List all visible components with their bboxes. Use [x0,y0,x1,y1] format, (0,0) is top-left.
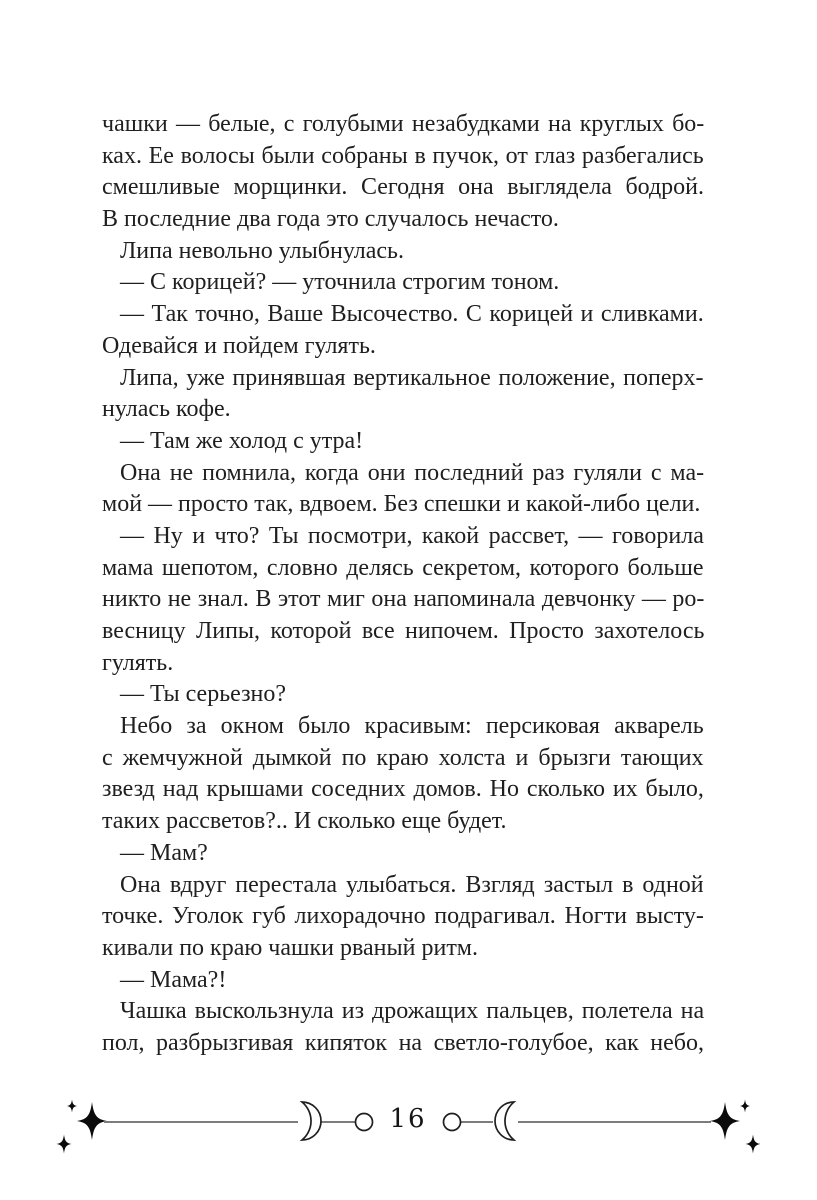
text-line: Одевайся и пойдем гулять. [102,332,376,359]
text-line: звезд над крышами соседних домов. Но сколько их было, [102,776,704,803]
text-line: Небо за окном было красивым: персиковая акварель [120,713,704,740]
text-line: Она не помнила, когда они последний раз гуляли с ма- [120,459,705,486]
text-line: — Там же холод с утра! [120,427,364,454]
text-line: — Ну и что? Ты посмотри, какой рассвет, — говорила [120,522,704,549]
text-line: мама шепотом, словно делясь секретом, которого больше [102,554,704,581]
text-line: никто не знал. В этот миг она напоминала девчонку — ро- [102,586,705,613]
text-line: смешливые морщинки. Сегодня она выглядела бодрой. [102,174,705,201]
text-line: точке. Уголок губ лихорадочно подрагивал. Ногти высту- [102,903,704,930]
text-line: Липа невольно улыбнулась. [120,237,405,264]
page-text [102,109,704,1060]
text-line: весницу Липы, которой все нипочем. Просто захотелось [102,618,705,644]
crescent-moon-left-facing-icon [495,1102,514,1140]
sparkle-stars-left-icon [57,1100,108,1154]
text-line: таких рассветов?.. И сколько еще будет. [102,808,507,835]
text-line: Липа, уже принявшая вертикальное положение, поперх- [120,364,704,391]
text-line: — Мама?! [120,966,227,993]
crescent-moon-right-facing-icon [302,1102,321,1140]
text-line: нулась кофе. [102,396,231,423]
text-line: — С корицей? — уточнила строгим тоном. [120,269,560,296]
text-line: гулять. [102,649,174,676]
page-number: 16 [389,1104,427,1134]
text-line: — Мам? [120,839,208,866]
text-line: Чашка выскользнула из дрожащих пальцев, полетела на [120,998,705,1025]
text-line: чашки — белые, с голубыми незабудками на круглых бо- [102,111,705,137]
text-line: ках. Ее волосы были собраны в пучок, от глаз разбегались [102,142,704,169]
text-line: с жемчужной дымкой по краю холста и брызги тающих [102,744,704,771]
text-line: пол, разбрызгивая кипяток на светло-голубое, как небо, [102,1029,704,1056]
text-line: Она вдруг перестала улыбаться. Взгляд застыл в одной [120,871,704,898]
text-line: мой — просто так, вдвоем. Без спешки и какой-либо цели. [102,491,701,518]
text-line: — Так точно, Ваше Высочество. С корицей и сливками. [120,301,704,328]
sparkle-stars-right-icon [710,1100,761,1154]
text-line: — Ты серьезно? [120,681,287,708]
text-line: В последние два года это случалось нечасто. [102,206,559,233]
text-line: кивали по краю чашки рваный ритм. [102,934,478,961]
